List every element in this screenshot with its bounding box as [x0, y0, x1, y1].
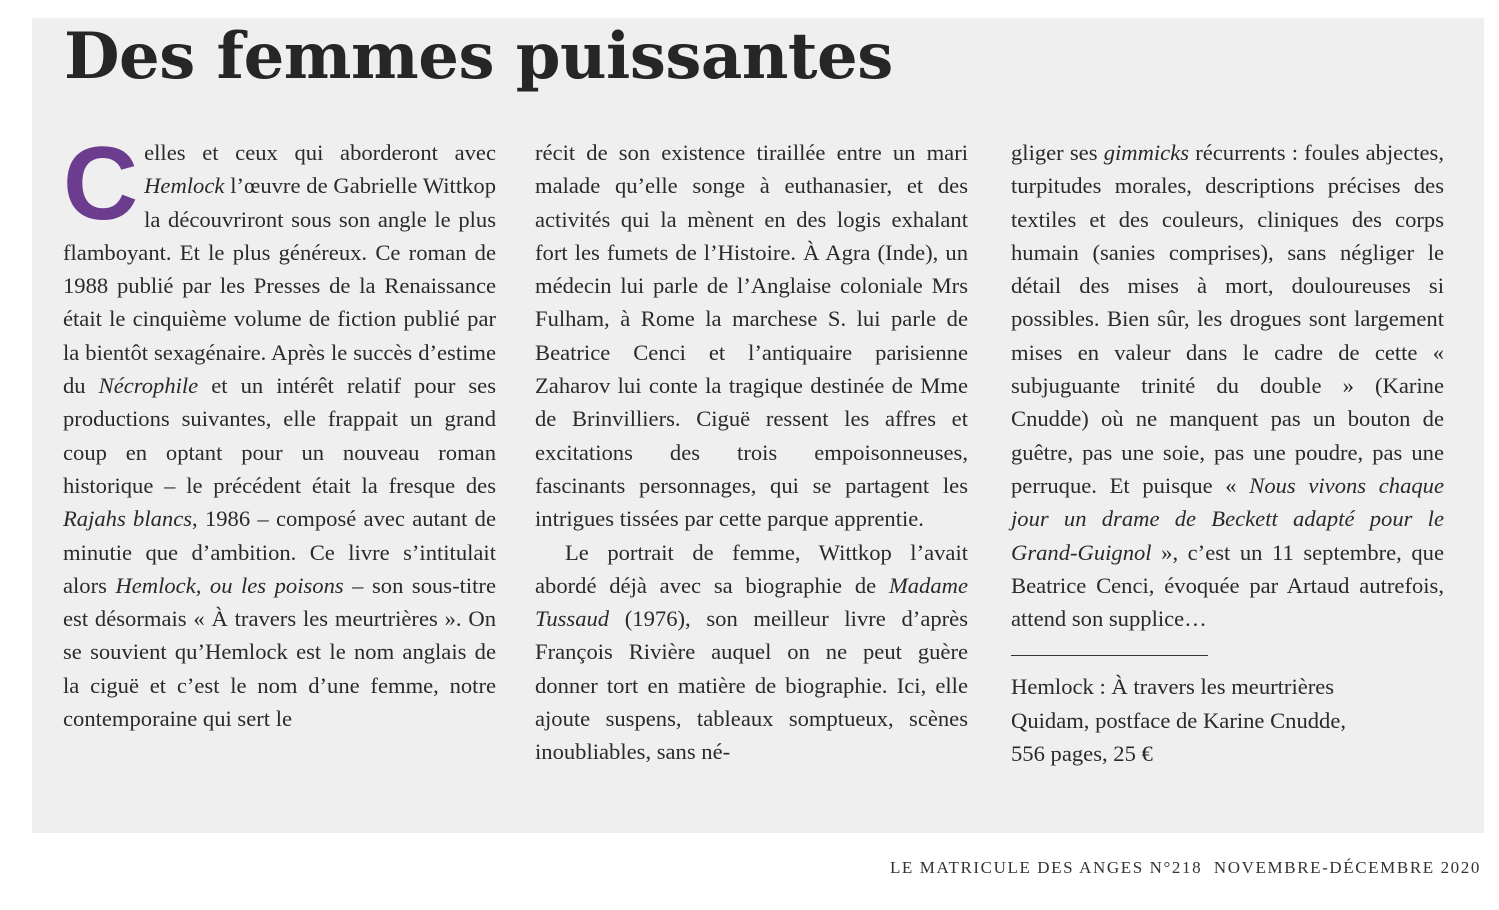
text-run: l’œuvre de Gabrielle Wittkop la découvriront sous son angle le plus flamboyant. Et le plus généreux. Ce roman de 1988 publié par les Presses de la Renaissance était le cinquième volume de fiction publié par la bientôt sexagénaire. Après le succès d’estime du [63, 173, 496, 399]
italic-title: Hemlock, ou les poisons [115, 572, 344, 598]
paragraph-2-continued [1011, 136, 1444, 635]
italic-word: gimmicks [1103, 140, 1190, 165]
italic-title: Rajahs blancs [63, 506, 193, 532]
text-run: et un intérêt relatif pour ses productions suivantes, elle frappait un grand coup en optant pour un nouveau roman historique – le précédent était la fresque des [63, 373, 496, 498]
text-run: récurrents : foules abjectes, turpitudes morales, descriptions précises des textiles et des couleurs, cliniques des corps humain (sanies comprises), sans négliger le détail des mises à mort, douloureuses si possibles. Bien sûr, les drogues sont largement mises en valeur dans le cadre de cette « subjuguante trinité du double » (Karine Cnudde) où ne manquent pas un bouton de guêtre, pas une soie, pas une poudre, pas une perruque. Et puisque « [1011, 140, 1444, 498]
book-details: 556 pages, 25 € [1011, 741, 1153, 767]
issue-date: NOVEMBRE-DÉCEMBRE 2020 [1213, 858, 1481, 877]
paragraph-2 [535, 536, 968, 769]
text-run: (1976), son meilleur livre d’après François Rivière auquel on ne peut guère donner tort en matière de biographie. Ici, elle ajoute suspens, tableaux somptueux, scènes inoubliables, sans né- [535, 606, 968, 765]
article-title: Des femmes puissantes [64, 19, 893, 94]
paragraph-1 [63, 126, 497, 735]
book-title: Hemlock : À travers les meurtrières [1011, 674, 1335, 700]
divider-rule [1011, 655, 1208, 656]
text-run: Le portrait de femme, Wittkop l’avait abordé déjà avec sa biographie de [535, 539, 968, 598]
italic-title: Nécrophile [98, 373, 199, 399]
article-column-3 [1011, 136, 1444, 770]
text-run: , 1986 – composé avec autant de minutie que d’ambition. Ce livre s’intitulait alors [63, 506, 497, 598]
article-column-1 [63, 126, 497, 735]
italic-title: Hemlock [144, 173, 225, 199]
book-publisher: Quidam, postface de Karine Cnudde, [1011, 707, 1347, 733]
paragraph-1-continued: récit de son existence tiraillée entre un mari malade qu’elle songe à euthanasier, et des activités qui la mènent en des logis exhalant fort les fumets de l’Histoire. À Agra (Inde), un médecin lui parle de l’Anglaise coloniale Mrs Fulham, à Rome la marchese S. lui parle de Beatrice Cenci et l’antiquaire parisienne Zaharov lui conte la tragique destinée de Mme de Brinvilliers. Ciguë ressent les affres et excitations des trois empoisonneuses, fascinants personnages, qui se partagent les intrigues tissées par cette parque apprentie. [535, 140, 968, 532]
text-run: elles et ceux qui aborderont avec [144, 140, 496, 165]
page-footer [890, 858, 1481, 878]
book-info [1011, 670, 1444, 770]
article-column-2 [535, 136, 968, 769]
text-run: gliger ses [1011, 140, 1104, 165]
italic-quote: Nous vivons chaque jour un drame de Beckett adapté pour le Grand-Guignol [1011, 472, 1444, 565]
text-run: », c’est un 11 septembre, que Beatrice Cenci, évoquée par Artaud autrefois, attend son supplice… [1011, 539, 1444, 632]
drop-cap: C [63, 126, 139, 242]
italic-title: Madame Tussaud [535, 572, 968, 632]
text-run: – son sous-titre est désormais « À travers les meurtrières ». On se souvient qu’Hemlock est le nom anglais de la ciguë et c’est le nom d’une femme, notre contemporaine qui sert le [63, 572, 496, 732]
magazine-issue: LE MATRICULE DES ANGES N°218 [889, 858, 1203, 877]
